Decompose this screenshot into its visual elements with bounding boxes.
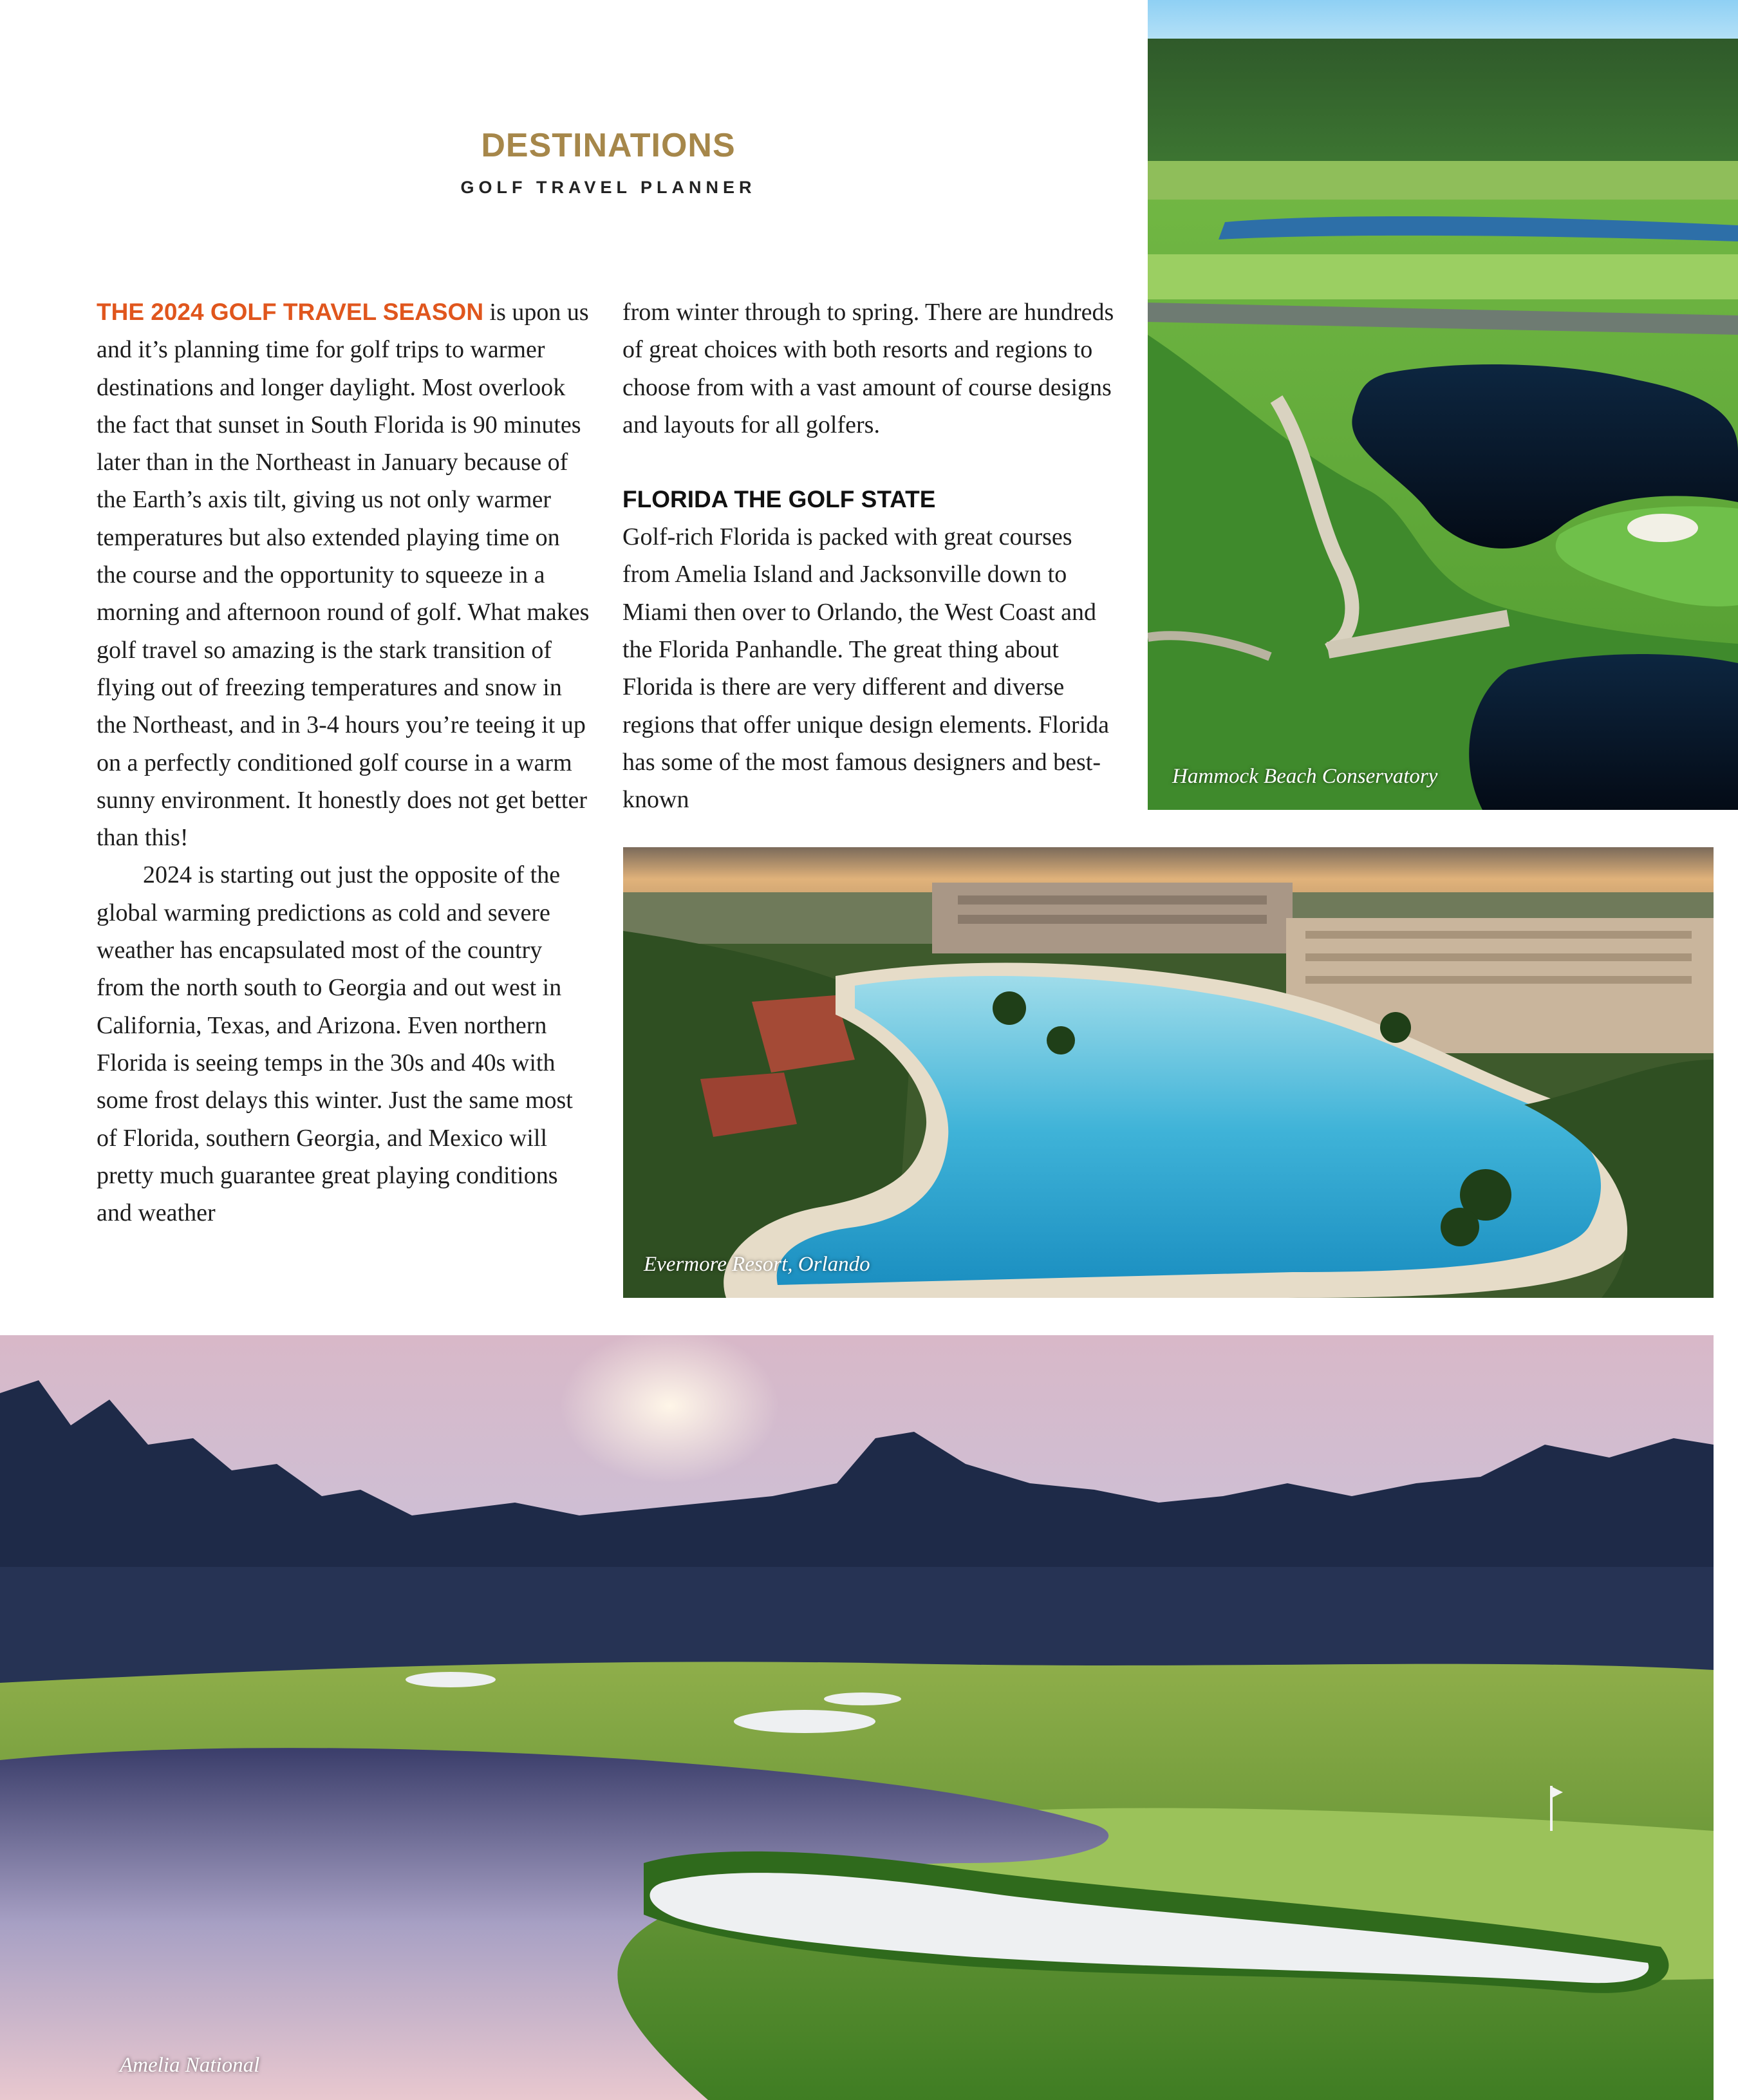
amelia-national-caption: Amelia National <box>120 2054 260 2077</box>
hammock-beach-caption: Hammock Beach Conservatory <box>1172 765 1438 788</box>
article-column-right <box>622 294 1121 819</box>
hammock-beach-photo <box>1148 0 1738 810</box>
intro-paragraph <box>97 294 592 856</box>
evermore-resort-photo <box>623 847 1714 1298</box>
evermore-resort-caption: Evermore Resort, Orlando <box>644 1253 870 1276</box>
intro-paragraph-text: is upon us and it’s planning time for golf trips to warmer destinations and longer daylight. Most overlook the fact that sunset in South Florida is 90 minutes later than in the Northeast in January because of the Earth’s axis tilt, giving us not only warmer temperatures but also extended playing time on the course and the opportunity to squeeze in a morning and afternoon round of golf. What makes golf travel so amazing is the stark transition of flying out of freezing temperatures and snow in the Northeast, and in 3-4 hours you’re teeing it up on a perfectly conditioned golf course in a warm sunny environment. It honestly does not get better than this! <box>97 299 590 852</box>
section-subtitle: GOLF TRAVEL PLANNER <box>460 178 756 197</box>
florida-subheading: FLORIDA THE GOLF STATE <box>622 486 936 513</box>
weather-paragraph: 2024 is starting out just the opposite of the global warming predictions as cold and severe weather has encapsulated most of the country from the north south to Georgia and out west in California, Texas, and Arizona. Even northern Florida is seeing temps in the 30s and 40s with some frost delays this winter. Just the same most of Florida, southern Georgia, and Mexico will pretty much guarantee great playing conditions and weather <box>97 861 573 1227</box>
amelia-national-photo <box>0 1335 1714 2100</box>
article-column-left <box>97 294 592 1232</box>
season-paragraph: from winter through to spring. There are hundreds of great choices with both resorts and regions to choose from with a vast amount of course designs and layouts for all golfers. <box>622 299 1114 438</box>
section-title: DESTINATIONS <box>481 127 736 164</box>
lead-in: THE 2024 GOLF TRAVEL SEASON <box>97 299 484 325</box>
florida-paragraph: Golf-rich Florida is packed with great courses from Amelia Island and Jacksonville down to Miami then over to Orlando, the West Coast and the Florida Panhandle. The great thing about Florida is there are very different and diverse regions that offer unique design elements. Florida has some of the most famous designers and best-known <box>622 523 1109 814</box>
